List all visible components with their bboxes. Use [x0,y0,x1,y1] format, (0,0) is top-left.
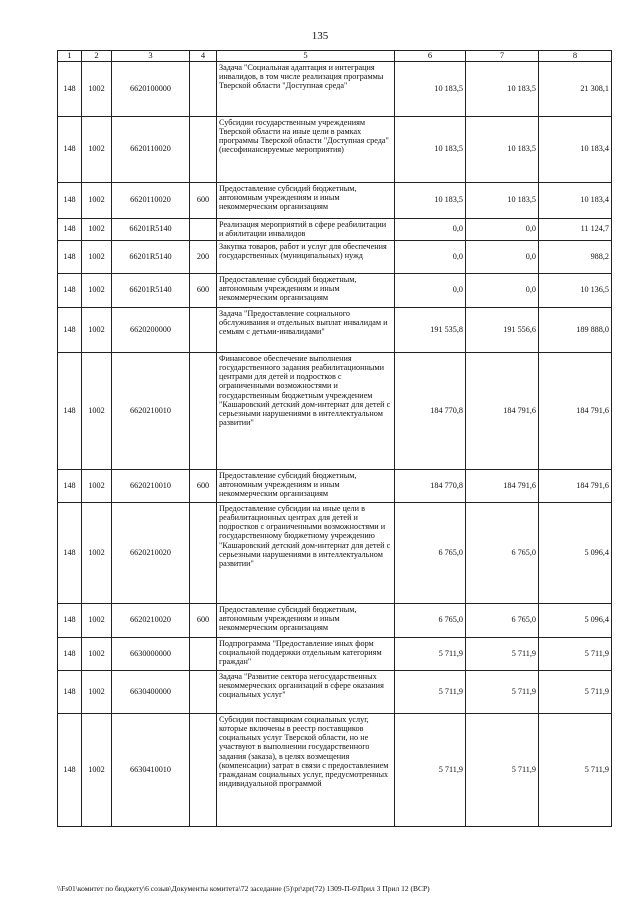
cell-amount-2: 6 765,0 [466,603,539,637]
cell-chapter: 148 [58,502,82,603]
cell-expense-type [190,502,217,603]
cell-amount-1: 10 183,5 [395,182,466,218]
cell-target-code: 6620210020 [112,603,190,637]
cell-amount-2: 6 765,0 [466,502,539,603]
cell-description: Реализация мероприятий в сфере реабилитации и абилитации инвалидов [217,218,395,240]
cell-chapter: 148 [58,182,82,218]
column-header: 6 [395,51,466,62]
cell-target-code: 66201R5140 [112,273,190,307]
cell-section: 1002 [82,637,112,670]
cell-description: Предоставление субсидий бюджетным, автономным учреждениям и иным некоммерческим организациям [217,469,395,502]
cell-amount-2: 0,0 [466,273,539,307]
table-row [58,273,612,307]
cell-target-code: 6630000000 [112,637,190,670]
table-row [58,502,612,603]
cell-amount-1: 10 183,5 [395,116,466,182]
cell-amount-3: 5 711,9 [539,670,612,713]
cell-chapter: 148 [58,469,82,502]
cell-chapter: 148 [58,637,82,670]
cell-amount-3: 10 183,4 [539,116,612,182]
column-header: 1 [58,51,82,62]
cell-amount-1: 0,0 [395,273,466,307]
cell-chapter: 148 [58,218,82,240]
cell-expense-type [190,670,217,713]
cell-expense-type: 600 [190,603,217,637]
cell-amount-1: 184 770,8 [395,352,466,469]
cell-expense-type [190,637,217,670]
cell-amount-1: 0,0 [395,218,466,240]
cell-section: 1002 [82,352,112,469]
table-row [58,182,612,218]
cell-amount-3: 21 308,1 [539,61,612,116]
cell-amount-3: 988,2 [539,240,612,273]
cell-amount-3: 5 096,4 [539,603,612,637]
cell-amount-2: 184 791,6 [466,352,539,469]
cell-expense-type: 600 [190,182,217,218]
cell-expense-type [190,307,217,352]
cell-amount-3: 184 791,6 [539,469,612,502]
cell-target-code: 66201R5140 [112,240,190,273]
table-row [58,352,612,469]
column-header: 7 [466,51,539,62]
cell-amount-2: 10 183,5 [466,61,539,116]
table-row [58,61,612,116]
cell-amount-3: 5 711,9 [539,713,612,826]
column-header: 5 [217,51,395,62]
cell-description: Задача "Развитие сектора негосударственных некоммерческих организаций в сфере оказания социальных услуг" [217,670,395,713]
cell-chapter: 148 [58,603,82,637]
cell-section: 1002 [82,273,112,307]
column-header: 8 [539,51,612,62]
cell-chapter: 148 [58,670,82,713]
cell-description: Предоставление субсидий бюджетным, автономным учреждениям и иным некоммерческим организациям [217,603,395,637]
cell-amount-3: 5 096,4 [539,502,612,603]
cell-amount-1: 5 711,9 [395,670,466,713]
cell-amount-3: 184 791,6 [539,352,612,469]
cell-amount-2: 0,0 [466,218,539,240]
cell-description: Закупка товаров, работ и услуг для обеспечения государственных (муниципальных) нужд [217,240,395,273]
cell-amount-1: 5 711,9 [395,637,466,670]
cell-target-code: 6620110020 [112,116,190,182]
cell-target-code: 6620110020 [112,182,190,218]
cell-section: 1002 [82,182,112,218]
cell-amount-2: 0,0 [466,240,539,273]
cell-expense-type: 200 [190,240,217,273]
table-row [58,307,612,352]
column-number-row [58,51,612,62]
cell-expense-type [190,61,217,116]
cell-target-code: 6630400000 [112,670,190,713]
cell-chapter: 148 [58,307,82,352]
cell-amount-2: 10 183,5 [466,182,539,218]
cell-description: Субсидии поставщикам социальных услуг, которые включены в реестр поставщиков социальных услуг Тверской области, но не участвуют в выполнении государственного задания (заказа), в целях возмещения (компенсации) затрат в связи с предоставлением гражданам социальных услуг, предусмотренных индивидуальной программой [217,713,395,826]
file-path-footer: \\Fs01\комитет по бюджету\6 созыв\Документы комитета\72 заседание (5)\pr\zpr(72) 1309-П-6\Прил 3 Прил 12 (ВСР) [57,884,430,893]
table-row [58,603,612,637]
cell-amount-2: 5 711,9 [466,713,539,826]
cell-expense-type: 600 [190,469,217,502]
cell-amount-3: 5 711,9 [539,637,612,670]
cell-section: 1002 [82,469,112,502]
cell-amount-1: 10 183,5 [395,61,466,116]
cell-expense-type [190,218,217,240]
cell-amount-1: 6 765,0 [395,502,466,603]
cell-amount-3: 10 183,4 [539,182,612,218]
table-row [58,218,612,240]
table-row [58,670,612,713]
cell-section: 1002 [82,603,112,637]
cell-expense-type [190,352,217,469]
cell-chapter: 148 [58,240,82,273]
cell-target-code: 6620210010 [112,352,190,469]
cell-description: Задача "Предоставление социального обслуживания и отдельных выплат инвалидам и семьям с детьми-инвалидами" [217,307,395,352]
cell-section: 1002 [82,218,112,240]
budget-table [57,50,612,827]
cell-description: Предоставление субсидий бюджетным, автономным учреждениям и иным некоммерческим организациям [217,182,395,218]
table-row [58,469,612,502]
table-row [58,637,612,670]
cell-amount-3: 10 136,5 [539,273,612,307]
table-row [58,116,612,182]
cell-amount-3: 11 124,7 [539,218,612,240]
cell-description: Финансовое обеспечение выполнения государственного задания реабилитационными центрами для детей и подростков с ограниченными возможностями и государственным бюджетным учреждением "Кашаровский детский дом-интернат для детей с серьезными нарушениями в интеллектуальном развитии" [217,352,395,469]
cell-amount-1: 5 711,9 [395,713,466,826]
cell-target-code: 6620100000 [112,61,190,116]
column-header: 4 [190,51,217,62]
cell-chapter: 148 [58,713,82,826]
column-header: 2 [82,51,112,62]
cell-chapter: 148 [58,116,82,182]
cell-description: Задача "Социальная адаптация и интеграция инвалидов, в том числе реализация программы Тверской области "Доступная среда" [217,61,395,116]
cell-expense-type: 600 [190,273,217,307]
cell-amount-3: 189 888,0 [539,307,612,352]
cell-section: 1002 [82,670,112,713]
cell-chapter: 148 [58,352,82,469]
table-row [58,240,612,273]
cell-amount-2: 10 183,5 [466,116,539,182]
cell-description: Субсидии государственным учреждениям Тверской области на иные цели в рамках программы Тверской области "Доступная среда" (несофинансируемые мероприятия) [217,116,395,182]
cell-target-code: 6620200000 [112,307,190,352]
cell-expense-type [190,116,217,182]
cell-target-code: 6620210010 [112,469,190,502]
cell-amount-2: 191 556,6 [466,307,539,352]
cell-description: Подпрограмма "Предоставление иных форм социальной поддержки отдельным категориям граждан" [217,637,395,670]
cell-amount-2: 5 711,9 [466,670,539,713]
cell-amount-2: 184 791,6 [466,469,539,502]
cell-section: 1002 [82,307,112,352]
table-row [58,713,612,826]
cell-section: 1002 [82,61,112,116]
cell-chapter: 148 [58,61,82,116]
cell-expense-type [190,713,217,826]
cell-section: 1002 [82,116,112,182]
cell-description: Предоставление субсидии на иные цели в реабилитационных центрах для детей и подростков с ограниченными возможностями и государственному бюджетному учреждению "Кашаровский детский дом-интернат для детей с серьезными нарушениями в интеллектуальном развитии" [217,502,395,603]
cell-section: 1002 [82,240,112,273]
cell-section: 1002 [82,713,112,826]
cell-description: Предоставление субсидий бюджетным, автономным учреждениям и иным некоммерческим организациям [217,273,395,307]
cell-target-code: 6620210020 [112,502,190,603]
column-header: 3 [112,51,190,62]
cell-amount-2: 5 711,9 [466,637,539,670]
page-number: 135 [311,30,329,42]
cell-amount-1: 184 770,8 [395,469,466,502]
cell-amount-1: 6 765,0 [395,603,466,637]
cell-amount-1: 191 535,8 [395,307,466,352]
cell-target-code: 6630410010 [112,713,190,826]
cell-target-code: 66201R5140 [112,218,190,240]
cell-chapter: 148 [58,273,82,307]
cell-section: 1002 [82,502,112,603]
cell-amount-1: 0,0 [395,240,466,273]
